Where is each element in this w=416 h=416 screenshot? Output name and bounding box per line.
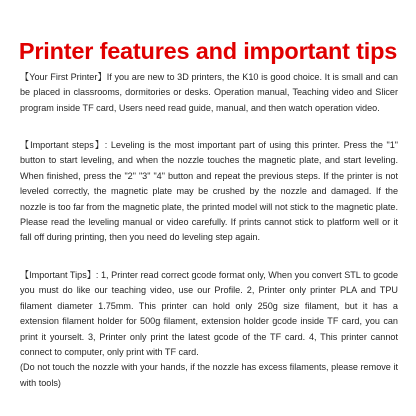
paragraph-important-tips: 【Important Tips】: 1, Printer read correct gcode format only, When you convert STL to gcode you must do like our teaching video, use our Profile. 2, Printer only printer PLA and TPU filament diameter 1.75mm. This printer can hold only 250g size filament, but it has a extension filament holder for 500g filament, extension holder gcode inside TF card, you can print it yourselt. 3, Printer only print the latest gcode of the TF card. 4, This printer cannot connect to computer, only print with TF card. (Do not touch the nozzle with your hands, if the nozzle has excess filaments, please remove it with tools) — [20, 270, 398, 388]
paragraph-important-steps: 【Important steps】: Leveling is the most important part of using this printer. Press the "1" button to start leveling, and when the nozzle touches the magnetic plate, and start leveling. When finished, press the "2" "3" "4" button and repeat the previous steps. If the printer is not leveled correctly, the magnetic plate may be crushed by the nozzle and damaged. If the nozzle is too far from the magnetic plate, the printed model will not stick to the magnetic plate. Please read the leveling manual or video carefully. If prints cannot stick to platform well or it fall off during printing, then you need do leveling step again. — [20, 140, 398, 243]
paragraph-first-printer: 【Your First Printer】If you are new to 3D printers, the K10 is good choice. It is small and can be placed in classrooms, dormitories or desks. Operation manual, Teaching video and Slicer program inside TF card, Users need read guide, manual, and then watch operation video. — [20, 72, 398, 113]
page-title: Printer features and important tips — [18, 37, 398, 64]
